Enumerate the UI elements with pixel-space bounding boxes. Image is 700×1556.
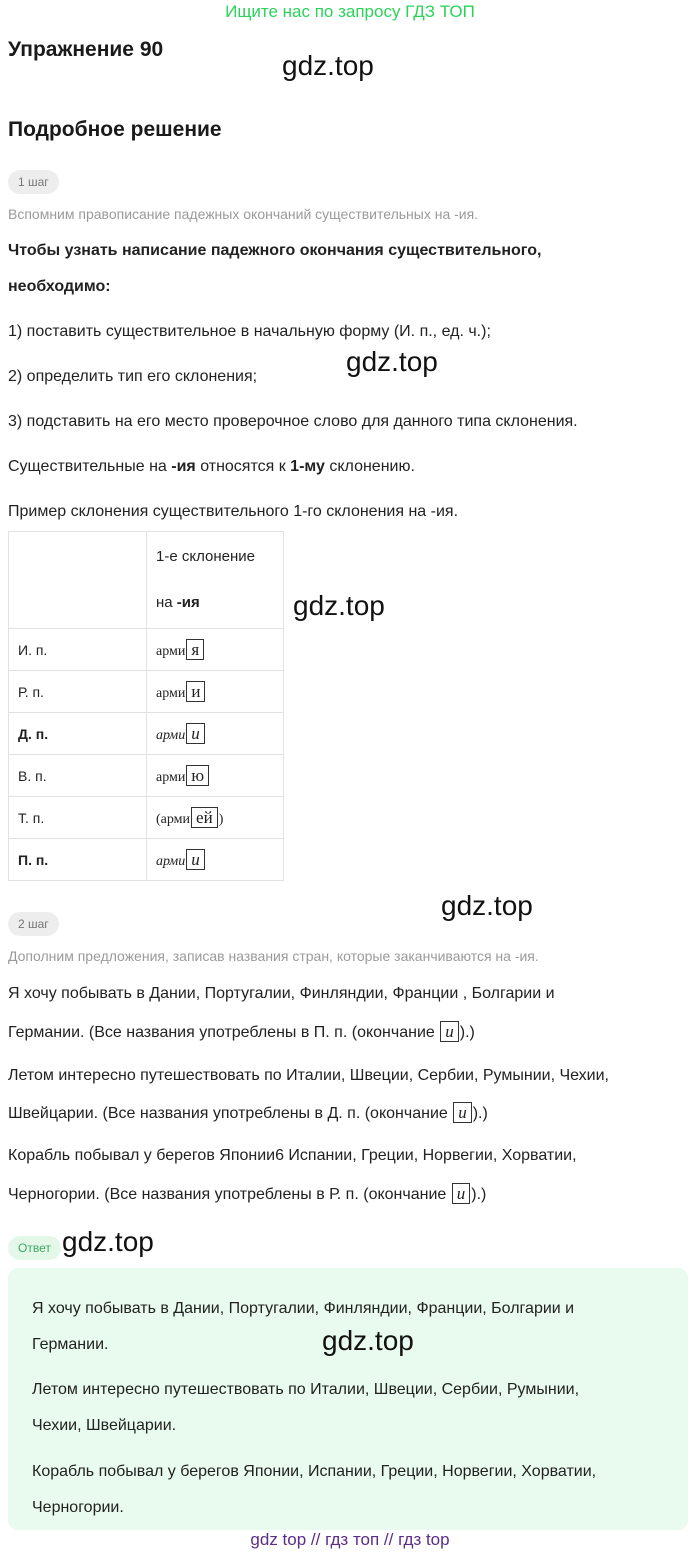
word-stem: арми [156, 854, 186, 869]
answer-2-line-2: Чехии, Швейцарии. [32, 1417, 177, 1434]
sentence-1-line-1: Я хочу побывать в Дании, Португалии, Финляндии, Франции , Болгарии и [8, 985, 555, 1002]
word-stem: арми [156, 686, 186, 701]
note-text: относятся к [195, 458, 291, 475]
case-cell: Т. п. [9, 797, 147, 839]
section-title: Подробное решение [8, 118, 222, 141]
table-header-line-1: 1-е склонение [156, 548, 255, 565]
ending-box: я [186, 639, 204, 660]
sentence-3-line-1: Корабль побывал у берегов Японии6 Испании, Греции, Норвегии, Хорватии, [8, 1147, 577, 1164]
table-header-empty [9, 532, 147, 629]
note-text: Существительные на [8, 458, 172, 475]
answer-1-line-1: Я хочу побывать в Дании, Португалии, Финляндии, Франции, Болгарии и [32, 1300, 575, 1317]
table-header-row [9, 532, 284, 629]
ending-box: и [453, 1102, 472, 1123]
sentence-text: ).) [471, 1186, 487, 1203]
page-title: Упражнение 90 [8, 38, 164, 61]
answer-2-line-1: Летом интересно путешествовать по Италии, Швеции, Сербии, Румынии, [32, 1381, 580, 1398]
table-row [9, 797, 284, 839]
rule-item-2: 2) определить тип его склонения; [8, 368, 258, 385]
sentence-text: Швейцарии. (Все названия употреблены в Д. п. (окончание [8, 1105, 453, 1122]
table-row [9, 629, 284, 671]
word-cell [147, 671, 284, 713]
word-stem: арми [160, 812, 191, 827]
declension-table [8, 531, 284, 881]
paren-close: ) [218, 812, 224, 827]
case-cell: Д. п. [9, 713, 147, 755]
header-ending: -ия [176, 594, 200, 611]
sentence-text: ).) [472, 1105, 488, 1122]
footer-links[interactable]: gdz top // гдз топ // гдз top [250, 1530, 450, 1549]
word-stem: арми [156, 728, 186, 743]
answer-badge: Ответ [8, 1236, 61, 1260]
note-text: склонению. [324, 458, 415, 475]
top-search-link[interactable]: Ищите нас по запросу ГДЗ ТОП [225, 2, 475, 21]
answer-3-line-1: Корабль побывал у берегов Японии, Испании, Греции, Норвегии, Хорватии, [32, 1463, 597, 1480]
sentence-3-line-2 [8, 1183, 486, 1204]
sentence-2-line-2 [8, 1102, 488, 1123]
case-cell: В. п. [9, 755, 147, 797]
ending-box: и [452, 1183, 471, 1204]
table-row [9, 713, 284, 755]
table-row [9, 755, 284, 797]
word-cell [147, 629, 284, 671]
declension-note [8, 458, 415, 476]
example-caption: Пример склонения существительного 1-го склонения на -ия. [8, 503, 459, 520]
ending-box: ю [186, 765, 209, 786]
table-row [9, 839, 284, 881]
case-cell: И. п. [9, 629, 147, 671]
answer-1-line-2: Германии. [32, 1336, 109, 1353]
word-stem: арми [156, 770, 186, 785]
rule-line-1: Чтобы узнать написание падежного окончания существительного, [8, 242, 542, 259]
rule-item-1: 1) поставить существительное в начальную форму (И. п., ед. ч.); [8, 323, 491, 340]
watermark: gdz.top [62, 1226, 154, 1257]
answer-3-line-2: Черногории. [32, 1499, 124, 1516]
ending-box: и [186, 723, 205, 744]
ending-box: и [440, 1021, 459, 1042]
header-text: на [156, 594, 177, 611]
word-cell [147, 713, 284, 755]
table-header-cell [147, 532, 284, 629]
watermark: gdz.top [441, 890, 533, 921]
sentence-text: ).) [459, 1024, 475, 1041]
case-cell: Р. п. [9, 671, 147, 713]
table-header-line-2 [156, 580, 283, 626]
rule-line-2: необходимо: [8, 278, 111, 295]
rule-item-3: 3) подставить на его место проверочное слово для данного типа склонения. [8, 413, 578, 430]
sentence-text: Германии. (Все названия употреблены в П. п. (окончание [8, 1024, 440, 1041]
watermark: gdz.top [322, 1325, 414, 1356]
step-1-intro: Вспомним правописание падежных окончаний существительных на -ия. [8, 206, 479, 222]
watermark: gdz.top [346, 346, 438, 377]
watermark: gdz.top [282, 50, 374, 81]
paren-open: ( [156, 812, 161, 827]
ending-box: и [186, 681, 205, 702]
note-declension: 1-му [290, 458, 325, 475]
word-cell [147, 839, 284, 881]
case-cell: П. п. [9, 839, 147, 881]
sentence-text: Черногории. (Все названия употреблены в Р. п. (окончание [8, 1186, 451, 1203]
table-row [9, 671, 284, 713]
ending-box: и [186, 849, 205, 870]
watermark: gdz.top [293, 590, 385, 621]
sentence-2-line-1: Летом интересно путешествовать по Италии, Швеции, Сербии, Румынии, Чехии, [8, 1067, 609, 1084]
sentence-1-line-2 [8, 1021, 475, 1042]
step-2-badge: 2 шаг [8, 912, 59, 936]
step-2-intro: Дополним предложения, записав названия стран, которые заканчиваются на -ия. [8, 948, 539, 964]
word-stem: арми [156, 644, 186, 659]
word-cell [147, 755, 284, 797]
ending-box: ей [191, 807, 218, 828]
step-1-badge: 1 шаг [8, 170, 59, 194]
word-cell [147, 797, 284, 839]
note-ending: -ия [171, 458, 196, 475]
